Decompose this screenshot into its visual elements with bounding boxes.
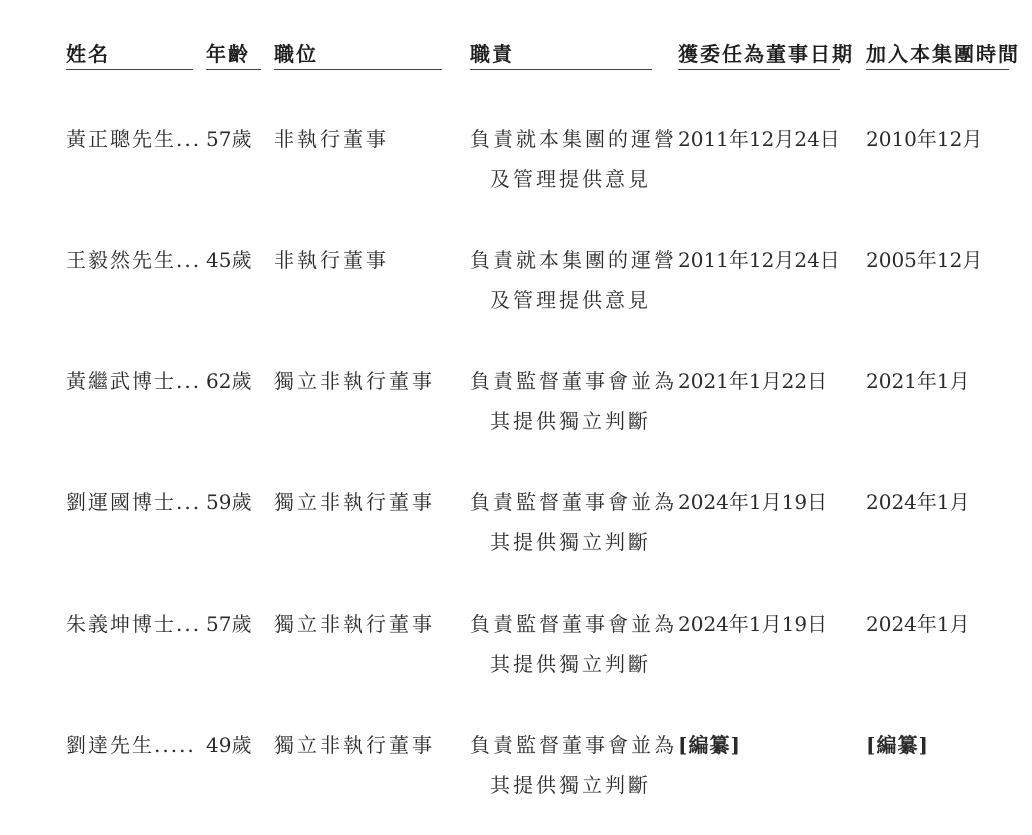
header-name: 姓名 — [66, 42, 110, 66]
duties-line-2: 其提供獨立判斷 — [490, 530, 651, 554]
director-duties — [470, 119, 677, 199]
director-duties — [470, 361, 677, 441]
table-row — [0, 604, 1032, 714]
join-date: [編纂] — [866, 733, 929, 757]
table-row — [0, 482, 1032, 592]
duties-line-2: 其提供獨立判斷 — [490, 652, 651, 676]
duties-line-1: 負責就本集團的運營 — [470, 127, 677, 151]
appointment-date: 2011年12月24日 — [678, 127, 840, 151]
table-row — [0, 119, 1032, 229]
header-appointment-date: 獲委任為董事日期 — [678, 42, 854, 66]
header-duties-underline — [470, 69, 652, 70]
director-age: 62歲 — [206, 369, 252, 393]
appointment-date: 2024年1月19日 — [678, 612, 828, 636]
director-position: 非執行董事 — [274, 127, 389, 151]
director-duties — [470, 604, 677, 684]
appointment-date: 2021年1月22日 — [678, 369, 828, 393]
duties-line-2: 及管理提供意見 — [490, 167, 651, 191]
header-join-date-underline — [866, 69, 1009, 70]
director-name: 王毅然先生... — [66, 248, 202, 272]
table-row — [0, 725, 1032, 835]
director-age: 57歲 — [206, 127, 252, 151]
duties-line-1: 負責監督董事會並為 — [470, 369, 677, 393]
director-name: 朱義坤博士... — [66, 612, 202, 636]
director-position: 獨立非執行董事 — [274, 733, 435, 757]
appointment-date: 2011年12月24日 — [678, 248, 840, 272]
director-position: 獨立非執行董事 — [274, 612, 435, 636]
director-duties — [470, 725, 677, 805]
duties-line-1: 負責監督董事會並為 — [470, 612, 677, 636]
duties-line-2: 其提供獨立判斷 — [490, 409, 651, 433]
join-date: 2010年12月 — [866, 127, 983, 151]
duties-line-1: 負責監督董事會並為 — [470, 733, 677, 757]
director-age: 45歲 — [206, 248, 252, 272]
director-age: 59歲 — [206, 490, 252, 514]
appointment-date: [編纂] — [678, 733, 741, 757]
join-date: 2021年1月 — [866, 369, 970, 393]
table-row — [0, 240, 1032, 350]
duties-line-2: 及管理提供意見 — [490, 288, 651, 312]
header-appointment-date-underline — [678, 69, 840, 70]
header-duties: 職責 — [470, 42, 514, 66]
director-duties — [470, 482, 677, 562]
header-position: 職位 — [274, 42, 318, 66]
join-date: 2005年12月 — [866, 248, 983, 272]
director-name: 黃繼武博士... — [66, 369, 202, 393]
header-name-underline — [66, 69, 193, 70]
header-join-date: 加入本集團時間 — [866, 42, 1020, 66]
duties-line-2: 其提供獨立判斷 — [490, 773, 651, 797]
join-date: 2024年1月 — [866, 612, 970, 636]
director-position: 獨立非執行董事 — [274, 369, 435, 393]
duties-line-1: 負責就本集團的運營 — [470, 248, 677, 272]
director-name: 黃正聰先生... — [66, 127, 202, 151]
header-age: 年齡 — [206, 42, 250, 66]
join-date: 2024年1月 — [866, 490, 970, 514]
header-age-underline — [206, 69, 261, 70]
director-name: 劉運國博士... — [66, 490, 202, 514]
director-duties — [470, 240, 677, 320]
duties-line-1: 負責監督董事會並為 — [470, 490, 677, 514]
table-row — [0, 361, 1032, 471]
director-name: 劉達先生..... — [66, 733, 196, 757]
director-age: 49歲 — [206, 733, 252, 757]
header-position-underline — [274, 69, 442, 70]
director-age: 57歲 — [206, 612, 252, 636]
director-position: 非執行董事 — [274, 248, 389, 272]
appointment-date: 2024年1月19日 — [678, 490, 828, 514]
director-position: 獨立非執行董事 — [274, 490, 435, 514]
